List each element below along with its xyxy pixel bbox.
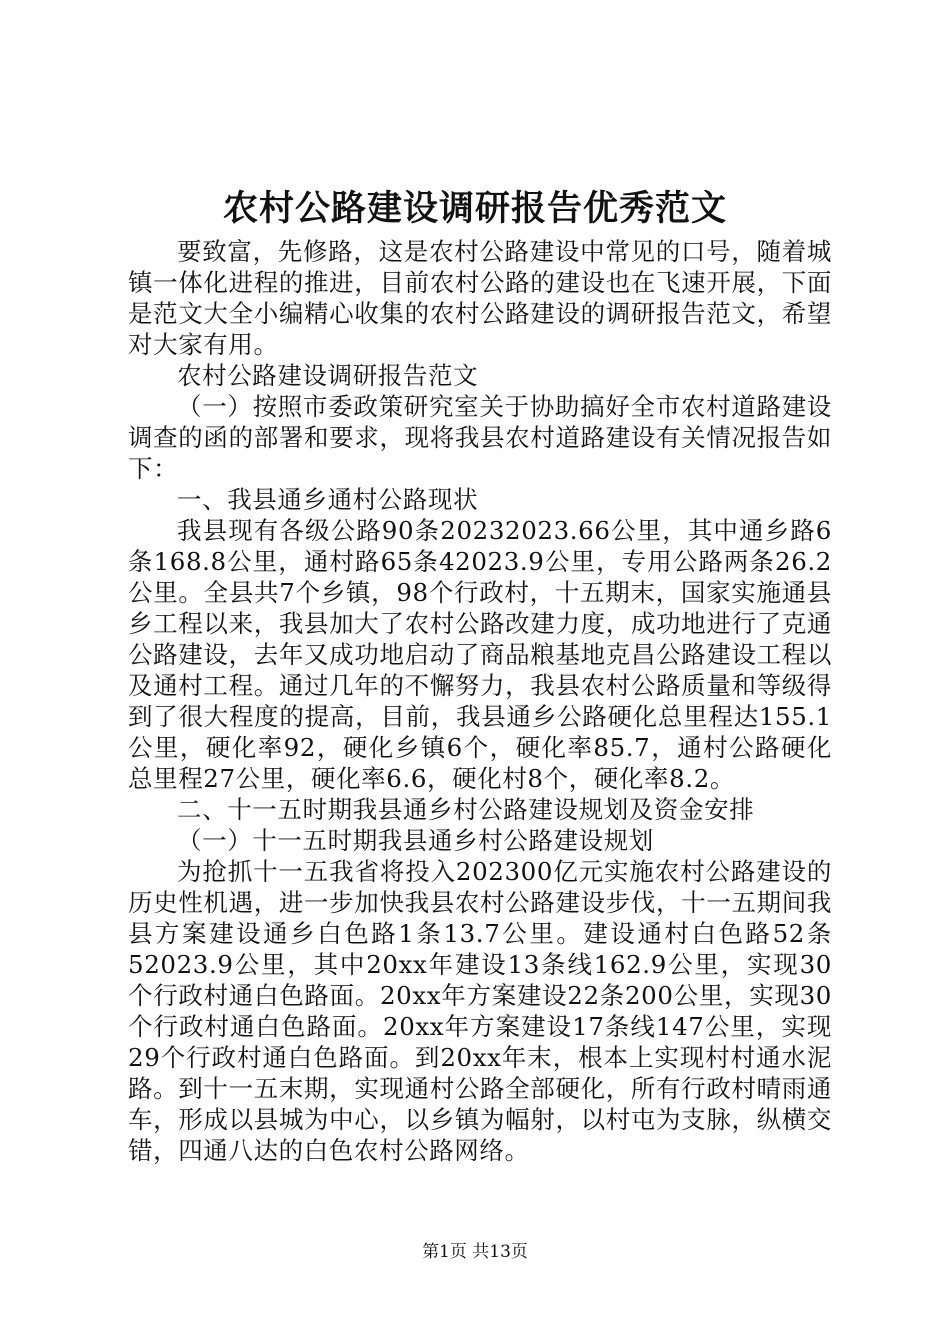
plan-paragraph: 为抢抓十一五我省将投入202300亿元实施农村公路建设的历史性机遇，进一步加快我县农村公路建设步伐，十一五期间我县方案建设通乡白色路1条13.7公里。建设通村白色路52条52023.9公里，其中20xx年建设13条线162.9公里，实现30个行政村通白色路面。20xx年方案建设22条200公里，实现30个行政村通白色路面。20xx年方案建设17条线147公里，实现29个行政村通白色路面。到20xx年末，根本上实现村村通水泥路。到十一五末期，实现通村公路全部硬化，所有行政村晴雨通车，形成以县城为中心，以乡镇为幅射，以村屯为支脉，纵横交错，四通八达的白色农村公路网络。 — [128, 857, 832, 1165]
subsection-heading-plan: （一）十一五时期我县通乡村公路建设规划 — [177, 826, 654, 855]
page-number: 第1页 共13页 — [422, 1242, 528, 1262]
intro-paragraph: 要致富，先修路，这是农村公路建设中常见的口号，随着城镇一体化进程的推进，目前农村公路的建设也在飞速开展，下面是范文大全小编精心收集的农村公路建设的调研报告范文，希望对大家有用。 — [128, 237, 832, 359]
report-subtitle: 农村公路建设调研报告范文 — [177, 361, 479, 390]
section-intro-paragraph: （一）按照市委政策研究室关于协助搞好全市农村道路建设调查的函的部署和要求，现将我县农村道路建设有关情况报告如下： — [128, 392, 832, 483]
status-paragraph: 我县现有各级公路90条20232023.66公里，其中通乡路6条168.8公里，通村路65条42023.9公里，专用公路两条26.2公里。全县共7个乡镇，98个行政村，十五期末，国家实施通县乡工程以来，我县加大了农村公路改建力度，成功地进行了克通公路建设，去年又成功地启动了商品粮基地克昌公路建设工程以及通村工程。通过几年的不懈努力，我县农村公路质量和等级得到了很大程度的提高，目前，我县通乡公路硬化总里程达155.1公里，硬化率92，硬化乡镇6个，硬化率85.7，通村公路硬化总里程27公里，硬化率6.6，硬化村8个，硬化率8.2。 — [128, 516, 832, 793]
document-body — [128, 236, 832, 1166]
section-heading-status: 一、我县通乡通村公路现状 — [177, 485, 479, 514]
document-title: 农村公路建设调研报告优秀范文 — [222, 188, 727, 229]
section-heading-plan: 二、十一五时期我县通乡村公路建设规划及资金安排 — [177, 795, 755, 824]
